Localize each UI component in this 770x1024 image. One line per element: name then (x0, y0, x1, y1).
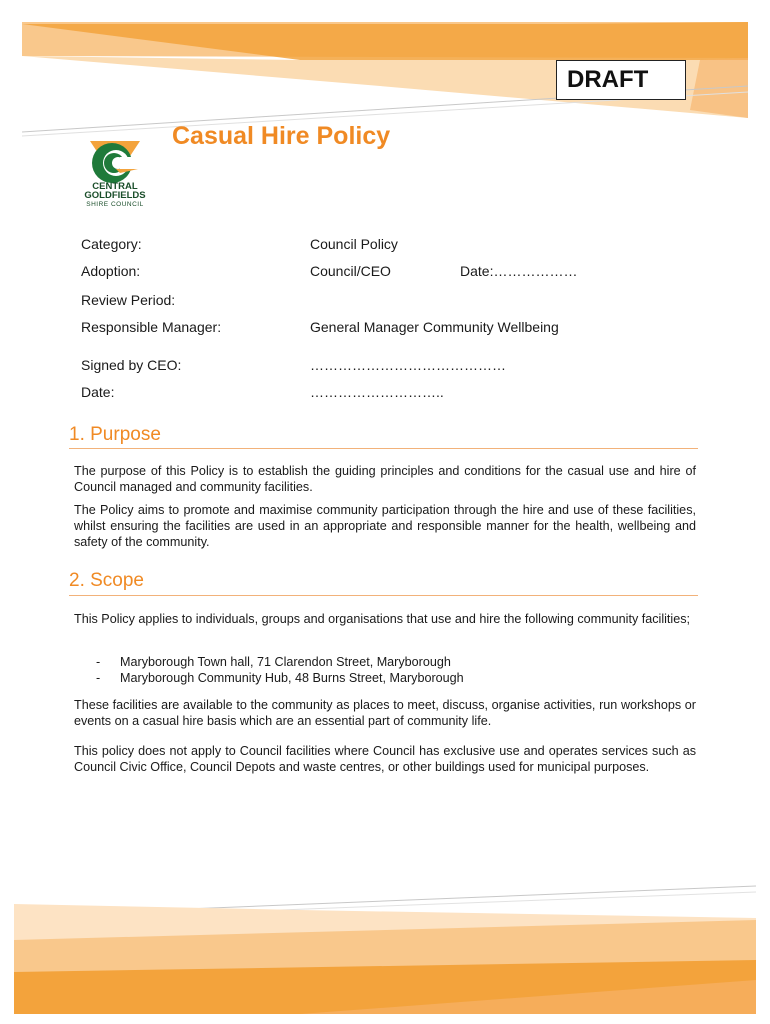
scope-heading: 2. Scope (69, 570, 144, 591)
scope-divider (69, 595, 698, 596)
scope-bullet-1-text: Maryborough Town hall, 71 Clarendon Street, Maryborough (120, 655, 451, 669)
scope-paragraph-3: This policy does not apply to Council facilities where Council has exclusive use and operates services such as Council Civic Office, Council Depots and waste centres, or other buildings used for municipal purposes. (74, 744, 696, 774)
adoption-label: Adoption: (81, 263, 141, 279)
footer-banner (0, 880, 770, 1024)
scope-paragraph-1: This Policy applies to individuals, groups and organisations that use and hire the following community facilities; (74, 612, 691, 626)
scope-paragraph-2: These facilities are available to the community as places to meet, discuss, organise activities, run workshops or events on a casual hire basis which are an essential part of community life. (74, 698, 696, 728)
date-value: ……………………….. (310, 384, 444, 400)
scope-bullet-1: - Maryborough Town hall, 71 Clarendon Street, Maryborough (96, 655, 451, 669)
signed-by-ceo-label: Signed by CEO: (81, 357, 182, 373)
responsible-manager-value: General Manager Community Wellbeing (310, 319, 559, 335)
logo-line-2: GOLDFIELDS (84, 190, 146, 201)
logo-line-1: CENTRAL (92, 181, 138, 192)
logo-line-3: SHIRE COUNCIL (86, 201, 144, 208)
purpose-heading: 1. Purpose (69, 424, 161, 445)
purpose-paragraph-2: The Policy aims to promote and maximise community participation through the hire and use of these facilities, whilst ensuring the facilities are used in an appropriate and responsible manner for the health, wellbeing and safety of the community. (74, 503, 696, 549)
review-period-label: Review Period: (81, 292, 176, 308)
category-label: Category: (81, 236, 142, 252)
logo-wordmark (80, 182, 150, 209)
purpose-divider (69, 448, 698, 449)
adoption-date: Date:……………… (460, 263, 578, 279)
signed-by-ceo-value: …………………………………… (310, 357, 506, 373)
date-label: Date: (81, 384, 115, 400)
document-title: Casual Hire Policy (172, 122, 391, 150)
category-value: Council Policy (310, 236, 398, 252)
responsible-manager-label: Responsible Manager: (81, 319, 222, 335)
adoption-value: Council/CEO (310, 263, 391, 279)
scope-bullet-2-text: Maryborough Community Hub, 48 Burns Street, Maryborough (120, 671, 464, 685)
purpose-paragraph-1: The purpose of this Policy is to establish the guiding principles and conditions for the casual use and hire of Council managed and community facilities. (74, 464, 696, 494)
scope-bullet-2: - Maryborough Community Hub, 48 Burns Street, Maryborough (96, 671, 464, 685)
draft-label: DRAFT (556, 60, 686, 100)
